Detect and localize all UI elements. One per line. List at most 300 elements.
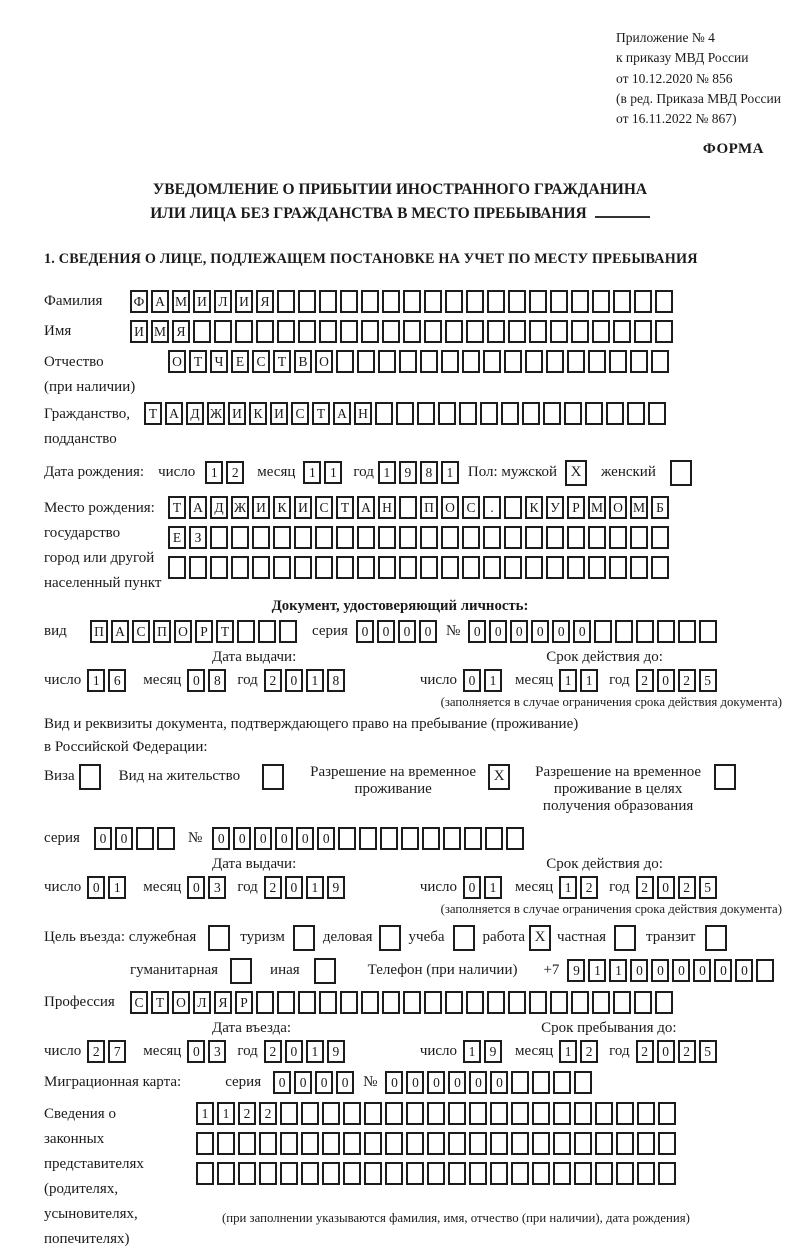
char-cell[interactable] xyxy=(259,1132,277,1155)
birth-day-cells[interactable] xyxy=(205,461,247,484)
char-cell[interactable] xyxy=(340,320,358,343)
char-cell[interactable]: 0 xyxy=(212,827,230,850)
char-cell[interactable]: У xyxy=(546,496,564,519)
char-cell[interactable]: 0 xyxy=(651,959,669,982)
char-cell[interactable] xyxy=(585,402,603,425)
char-cell[interactable]: 0 xyxy=(552,620,570,643)
char-cell[interactable] xyxy=(606,402,624,425)
char-cell[interactable] xyxy=(252,556,270,579)
purpose-study-checkbox[interactable] xyxy=(453,925,475,951)
char-cell[interactable] xyxy=(532,1162,550,1185)
char-cell[interactable]: 2 xyxy=(259,1102,277,1125)
char-cell[interactable]: 1 xyxy=(217,1102,235,1125)
char-cell[interactable]: П xyxy=(420,496,438,519)
char-cell[interactable] xyxy=(504,496,522,519)
char-cell[interactable] xyxy=(658,1132,676,1155)
char-cell[interactable]: 0 xyxy=(469,1071,487,1094)
char-cell[interactable] xyxy=(157,827,175,850)
char-cell[interactable] xyxy=(637,1102,655,1125)
legal-row3-cells[interactable] xyxy=(196,1162,690,1185)
char-cell[interactable]: 0 xyxy=(115,827,133,850)
char-cell[interactable] xyxy=(550,991,568,1014)
char-cell[interactable]: Е xyxy=(231,350,249,373)
char-cell[interactable]: 1 xyxy=(108,876,126,899)
char-cell[interactable]: 3 xyxy=(208,876,226,899)
doc-valid-day-cells[interactable] xyxy=(463,669,505,692)
char-cell[interactable] xyxy=(448,1132,466,1155)
char-cell[interactable] xyxy=(427,1132,445,1155)
char-cell[interactable]: 0 xyxy=(510,620,528,643)
char-cell[interactable] xyxy=(553,1102,571,1125)
char-cell[interactable] xyxy=(595,1102,613,1125)
char-cell[interactable] xyxy=(424,991,442,1014)
char-cell[interactable]: 5 xyxy=(699,669,717,692)
char-cell[interactable] xyxy=(469,1132,487,1155)
char-cell[interactable]: 1 xyxy=(609,959,627,982)
char-cell[interactable]: С xyxy=(252,350,270,373)
char-cell[interactable] xyxy=(315,556,333,579)
char-cell[interactable]: 0 xyxy=(254,827,272,850)
char-cell[interactable] xyxy=(648,402,666,425)
char-cell[interactable] xyxy=(634,991,652,1014)
char-cell[interactable] xyxy=(699,620,717,643)
char-cell[interactable]: М xyxy=(588,496,606,519)
entry-month-cells[interactable] xyxy=(187,1040,229,1063)
char-cell[interactable]: 0 xyxy=(714,959,732,982)
char-cell[interactable]: Ж xyxy=(231,496,249,519)
char-cell[interactable]: 1 xyxy=(306,1040,324,1063)
char-cell[interactable]: О xyxy=(609,496,627,519)
char-cell[interactable]: А xyxy=(189,496,207,519)
char-cell[interactable] xyxy=(357,350,375,373)
char-cell[interactable] xyxy=(630,526,648,549)
char-cell[interactable]: 2 xyxy=(678,669,696,692)
char-cell[interactable] xyxy=(550,290,568,313)
char-cell[interactable]: 0 xyxy=(187,1040,205,1063)
char-cell[interactable]: Ч xyxy=(210,350,228,373)
char-cell[interactable]: С xyxy=(132,620,150,643)
char-cell[interactable] xyxy=(336,526,354,549)
char-cell[interactable] xyxy=(592,991,610,1014)
char-cell[interactable] xyxy=(678,620,696,643)
char-cell[interactable]: И xyxy=(193,290,211,313)
purpose-other-checkbox[interactable] xyxy=(314,958,336,984)
char-cell[interactable] xyxy=(338,827,356,850)
char-cell[interactable]: 0 xyxy=(285,669,303,692)
char-cell[interactable]: 0 xyxy=(233,827,251,850)
char-cell[interactable] xyxy=(443,827,461,850)
phone-cells[interactable] xyxy=(567,959,777,982)
char-cell[interactable] xyxy=(343,1102,361,1125)
char-cell[interactable] xyxy=(401,827,419,850)
char-cell[interactable]: 0 xyxy=(275,827,293,850)
char-cell[interactable]: 0 xyxy=(657,669,675,692)
char-cell[interactable] xyxy=(403,290,421,313)
char-cell[interactable]: Я xyxy=(256,290,274,313)
char-cell[interactable]: 3 xyxy=(208,1040,226,1063)
char-cell[interactable]: 1 xyxy=(580,669,598,692)
char-cell[interactable]: 5 xyxy=(699,876,717,899)
rvp-valid-month-cells[interactable] xyxy=(559,876,601,899)
char-cell[interactable] xyxy=(319,290,337,313)
char-cell[interactable]: 2 xyxy=(678,876,696,899)
char-cell[interactable]: Т xyxy=(336,496,354,519)
char-cell[interactable] xyxy=(237,620,255,643)
char-cell[interactable] xyxy=(378,526,396,549)
doc-number-cells[interactable] xyxy=(468,620,720,643)
char-cell[interactable] xyxy=(301,1162,319,1185)
char-cell[interactable] xyxy=(196,1162,214,1185)
char-cell[interactable] xyxy=(361,991,379,1014)
char-cell[interactable]: Е xyxy=(168,526,186,549)
char-cell[interactable]: А xyxy=(333,402,351,425)
char-cell[interactable] xyxy=(613,991,631,1014)
char-cell[interactable] xyxy=(364,1102,382,1125)
char-cell[interactable] xyxy=(420,526,438,549)
char-cell[interactable] xyxy=(567,556,585,579)
char-cell[interactable] xyxy=(448,1102,466,1125)
char-cell[interactable] xyxy=(636,620,654,643)
char-cell[interactable] xyxy=(615,620,633,643)
char-cell[interactable]: Н xyxy=(378,496,396,519)
char-cell[interactable] xyxy=(525,556,543,579)
char-cell[interactable]: И xyxy=(235,290,253,313)
char-cell[interactable]: 9 xyxy=(327,876,345,899)
char-cell[interactable] xyxy=(609,556,627,579)
char-cell[interactable] xyxy=(210,556,228,579)
char-cell[interactable]: 0 xyxy=(285,1040,303,1063)
birthplace-row3-cells[interactable] xyxy=(168,556,672,579)
char-cell[interactable]: 7 xyxy=(108,1040,126,1063)
char-cell[interactable] xyxy=(238,1132,256,1155)
char-cell[interactable] xyxy=(336,350,354,373)
char-cell[interactable]: 5 xyxy=(699,1040,717,1063)
char-cell[interactable] xyxy=(448,1162,466,1185)
char-cell[interactable] xyxy=(359,827,377,850)
char-cell[interactable] xyxy=(357,556,375,579)
char-cell[interactable] xyxy=(616,1132,634,1155)
char-cell[interactable] xyxy=(485,827,503,850)
birth-month-cells[interactable] xyxy=(303,461,345,484)
char-cell[interactable] xyxy=(280,1162,298,1185)
char-cell[interactable]: 1 xyxy=(559,669,577,692)
char-cell[interactable] xyxy=(294,526,312,549)
char-cell[interactable] xyxy=(487,290,505,313)
char-cell[interactable]: Т xyxy=(312,402,330,425)
char-cell[interactable]: 0 xyxy=(427,1071,445,1094)
char-cell[interactable] xyxy=(490,1132,508,1155)
char-cell[interactable] xyxy=(529,290,547,313)
char-cell[interactable]: 2 xyxy=(238,1102,256,1125)
char-cell[interactable] xyxy=(613,320,631,343)
char-cell[interactable]: 0 xyxy=(489,620,507,643)
char-cell[interactable]: А xyxy=(165,402,183,425)
char-cell[interactable] xyxy=(235,320,253,343)
char-cell[interactable] xyxy=(214,320,232,343)
char-cell[interactable]: И xyxy=(130,320,148,343)
char-cell[interactable] xyxy=(506,827,524,850)
char-cell[interactable]: 9 xyxy=(567,959,585,982)
char-cell[interactable] xyxy=(298,991,316,1014)
char-cell[interactable]: О xyxy=(441,496,459,519)
char-cell[interactable] xyxy=(217,1132,235,1155)
char-cell[interactable] xyxy=(336,556,354,579)
char-cell[interactable] xyxy=(595,1132,613,1155)
char-cell[interactable] xyxy=(567,526,585,549)
char-cell[interactable] xyxy=(231,526,249,549)
char-cell[interactable]: Т xyxy=(189,350,207,373)
char-cell[interactable]: 0 xyxy=(398,620,416,643)
char-cell[interactable]: 0 xyxy=(573,620,591,643)
char-cell[interactable]: 2 xyxy=(264,669,282,692)
char-cell[interactable] xyxy=(616,1162,634,1185)
char-cell[interactable] xyxy=(399,350,417,373)
char-cell[interactable] xyxy=(322,1162,340,1185)
char-cell[interactable] xyxy=(553,1071,571,1094)
char-cell[interactable] xyxy=(532,1071,550,1094)
char-cell[interactable] xyxy=(588,350,606,373)
char-cell[interactable]: Р xyxy=(235,991,253,1014)
char-cell[interactable] xyxy=(469,1102,487,1125)
char-cell[interactable] xyxy=(258,620,276,643)
char-cell[interactable]: М xyxy=(172,290,190,313)
legal-row1-cells[interactable] xyxy=(196,1102,690,1125)
char-cell[interactable] xyxy=(464,827,482,850)
purpose-transit-checkbox[interactable] xyxy=(705,925,727,951)
char-cell[interactable]: И xyxy=(294,496,312,519)
char-cell[interactable] xyxy=(424,320,442,343)
char-cell[interactable]: 1 xyxy=(484,669,502,692)
char-cell[interactable] xyxy=(315,526,333,549)
char-cell[interactable] xyxy=(399,496,417,519)
char-cell[interactable]: 1 xyxy=(306,669,324,692)
char-cell[interactable] xyxy=(574,1102,592,1125)
char-cell[interactable] xyxy=(445,991,463,1014)
rvp-valid-day-cells[interactable] xyxy=(463,876,505,899)
char-cell[interactable]: 0 xyxy=(406,1071,424,1094)
char-cell[interactable]: 0 xyxy=(385,1071,403,1094)
char-cell[interactable] xyxy=(504,556,522,579)
char-cell[interactable]: А xyxy=(151,290,169,313)
char-cell[interactable] xyxy=(340,290,358,313)
char-cell[interactable] xyxy=(574,1132,592,1155)
char-cell[interactable] xyxy=(364,1162,382,1185)
legal-row2-cells[interactable] xyxy=(196,1132,690,1155)
char-cell[interactable] xyxy=(630,556,648,579)
char-cell[interactable] xyxy=(616,1102,634,1125)
purpose-official-checkbox[interactable] xyxy=(208,925,230,951)
char-cell[interactable] xyxy=(487,991,505,1014)
birth-year-cells[interactable] xyxy=(378,461,462,484)
char-cell[interactable] xyxy=(594,620,612,643)
char-cell[interactable]: 0 xyxy=(296,827,314,850)
stay-month-cells[interactable] xyxy=(559,1040,601,1063)
patronymic-cells[interactable] xyxy=(168,350,672,373)
char-cell[interactable]: 1 xyxy=(205,461,223,484)
char-cell[interactable]: 1 xyxy=(441,461,459,484)
char-cell[interactable]: 2 xyxy=(580,876,598,899)
entry-day-cells[interactable] xyxy=(87,1040,129,1063)
char-cell[interactable] xyxy=(483,350,501,373)
birthplace-row2-cells[interactable] xyxy=(168,526,672,549)
char-cell[interactable]: С xyxy=(315,496,333,519)
char-cell[interactable] xyxy=(445,290,463,313)
char-cell[interactable]: 2 xyxy=(87,1040,105,1063)
char-cell[interactable]: 0 xyxy=(448,1071,466,1094)
doc-issue-month-cells[interactable] xyxy=(187,669,229,692)
char-cell[interactable] xyxy=(298,320,316,343)
char-cell[interactable]: О xyxy=(172,991,190,1014)
char-cell[interactable] xyxy=(657,620,675,643)
char-cell[interactable] xyxy=(385,1102,403,1125)
char-cell[interactable]: А xyxy=(357,496,375,519)
char-cell[interactable] xyxy=(193,320,211,343)
char-cell[interactable] xyxy=(319,320,337,343)
char-cell[interactable]: 1 xyxy=(324,461,342,484)
char-cell[interactable]: 6 xyxy=(108,669,126,692)
char-cell[interactable]: 2 xyxy=(636,669,654,692)
char-cell[interactable]: Т xyxy=(151,991,169,1014)
char-cell[interactable]: 0 xyxy=(87,876,105,899)
char-cell[interactable]: 9 xyxy=(327,1040,345,1063)
char-cell[interactable]: 0 xyxy=(317,827,335,850)
char-cell[interactable]: К xyxy=(249,402,267,425)
char-cell[interactable] xyxy=(571,290,589,313)
char-cell[interactable]: Д xyxy=(210,496,228,519)
char-cell[interactable] xyxy=(634,320,652,343)
char-cell[interactable] xyxy=(399,526,417,549)
char-cell[interactable] xyxy=(406,1162,424,1185)
char-cell[interactable]: И xyxy=(228,402,246,425)
doc-valid-month-cells[interactable] xyxy=(559,669,601,692)
char-cell[interactable]: П xyxy=(90,620,108,643)
char-cell[interactable]: . xyxy=(483,496,501,519)
char-cell[interactable]: 0 xyxy=(315,1071,333,1094)
char-cell[interactable]: С xyxy=(291,402,309,425)
char-cell[interactable]: Ф xyxy=(130,290,148,313)
rvp-series-cells[interactable] xyxy=(94,827,178,850)
char-cell[interactable] xyxy=(532,1132,550,1155)
rvp-issue-month-cells[interactable] xyxy=(187,876,229,899)
char-cell[interactable]: Я xyxy=(214,991,232,1014)
char-cell[interactable] xyxy=(651,526,669,549)
char-cell[interactable] xyxy=(301,1132,319,1155)
visa-checkbox[interactable] xyxy=(79,764,101,790)
char-cell[interactable]: 0 xyxy=(356,620,374,643)
char-cell[interactable]: Л xyxy=(214,290,232,313)
char-cell[interactable]: 2 xyxy=(636,876,654,899)
char-cell[interactable]: Я xyxy=(172,320,190,343)
char-cell[interactable]: Р xyxy=(195,620,213,643)
char-cell[interactable]: Т xyxy=(216,620,234,643)
char-cell[interactable] xyxy=(217,1162,235,1185)
residence-permit-checkbox[interactable] xyxy=(262,764,284,790)
char-cell[interactable] xyxy=(466,991,484,1014)
entry-year-cells[interactable] xyxy=(264,1040,348,1063)
char-cell[interactable] xyxy=(574,1071,592,1094)
char-cell[interactable] xyxy=(445,320,463,343)
char-cell[interactable] xyxy=(210,526,228,549)
char-cell[interactable]: 0 xyxy=(630,959,648,982)
char-cell[interactable] xyxy=(571,320,589,343)
char-cell[interactable]: 1 xyxy=(306,876,324,899)
char-cell[interactable] xyxy=(357,526,375,549)
char-cell[interactable] xyxy=(658,1162,676,1185)
char-cell[interactable] xyxy=(595,1162,613,1185)
char-cell[interactable] xyxy=(406,1132,424,1155)
char-cell[interactable]: К xyxy=(525,496,543,519)
char-cell[interactable]: Н xyxy=(354,402,372,425)
char-cell[interactable] xyxy=(343,1132,361,1155)
char-cell[interactable] xyxy=(588,556,606,579)
char-cell[interactable]: 0 xyxy=(187,876,205,899)
char-cell[interactable] xyxy=(422,827,440,850)
char-cell[interactable] xyxy=(543,402,561,425)
char-cell[interactable]: 0 xyxy=(377,620,395,643)
char-cell[interactable]: И xyxy=(252,496,270,519)
char-cell[interactable]: 1 xyxy=(559,876,577,899)
char-cell[interactable] xyxy=(382,290,400,313)
char-cell[interactable] xyxy=(511,1102,529,1125)
char-cell[interactable] xyxy=(490,1102,508,1125)
rvp-issue-year-cells[interactable] xyxy=(264,876,348,899)
char-cell[interactable]: И xyxy=(270,402,288,425)
char-cell[interactable]: М xyxy=(151,320,169,343)
char-cell[interactable] xyxy=(553,1162,571,1185)
char-cell[interactable]: 8 xyxy=(420,461,438,484)
char-cell[interactable]: В xyxy=(294,350,312,373)
char-cell[interactable]: С xyxy=(462,496,480,519)
char-cell[interactable] xyxy=(375,402,393,425)
char-cell[interactable]: 1 xyxy=(87,669,105,692)
char-cell[interactable]: О xyxy=(168,350,186,373)
char-cell[interactable] xyxy=(490,1162,508,1185)
char-cell[interactable] xyxy=(420,350,438,373)
char-cell[interactable]: 0 xyxy=(336,1071,354,1094)
char-cell[interactable]: 2 xyxy=(264,876,282,899)
char-cell[interactable]: 1 xyxy=(484,876,502,899)
char-cell[interactable]: 0 xyxy=(531,620,549,643)
char-cell[interactable] xyxy=(238,1162,256,1185)
char-cell[interactable] xyxy=(630,350,648,373)
char-cell[interactable]: О xyxy=(315,350,333,373)
char-cell[interactable] xyxy=(256,320,274,343)
char-cell[interactable] xyxy=(280,1102,298,1125)
char-cell[interactable]: 2 xyxy=(580,1040,598,1063)
char-cell[interactable] xyxy=(385,1132,403,1155)
char-cell[interactable] xyxy=(420,556,438,579)
char-cell[interactable] xyxy=(252,526,270,549)
char-cell[interactable]: 9 xyxy=(399,461,417,484)
given-name-cells[interactable] xyxy=(130,320,676,343)
char-cell[interactable] xyxy=(427,1162,445,1185)
char-cell[interactable]: Л xyxy=(193,991,211,1014)
char-cell[interactable]: Р xyxy=(567,496,585,519)
char-cell[interactable] xyxy=(756,959,774,982)
stay-day-cells[interactable] xyxy=(463,1040,505,1063)
char-cell[interactable] xyxy=(322,1132,340,1155)
char-cell[interactable] xyxy=(298,290,316,313)
char-cell[interactable] xyxy=(462,350,480,373)
char-cell[interactable] xyxy=(343,1162,361,1185)
char-cell[interactable] xyxy=(385,1162,403,1185)
char-cell[interactable]: 1 xyxy=(559,1040,577,1063)
char-cell[interactable]: Т xyxy=(144,402,162,425)
char-cell[interactable] xyxy=(592,290,610,313)
char-cell[interactable] xyxy=(592,320,610,343)
char-cell[interactable] xyxy=(487,320,505,343)
char-cell[interactable] xyxy=(655,991,673,1014)
